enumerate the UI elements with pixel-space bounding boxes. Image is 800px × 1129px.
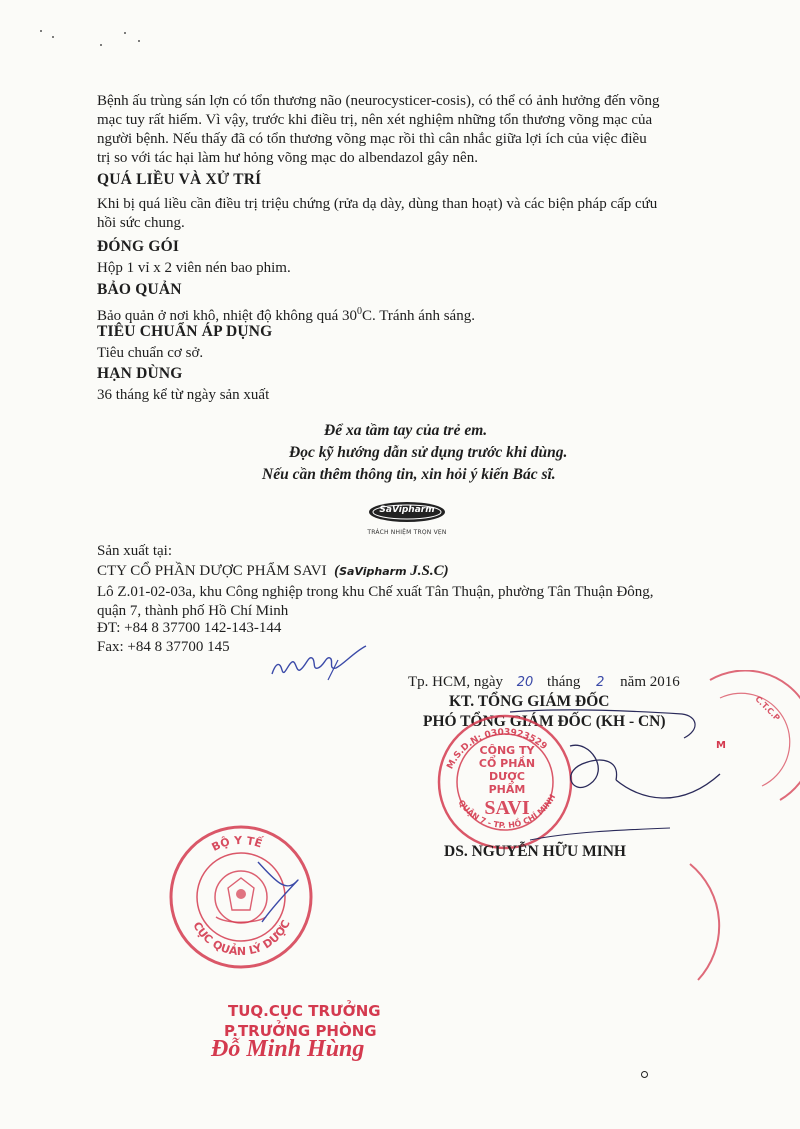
stamp-line: CÔNG TY: [479, 744, 535, 757]
paragraph-line: Bệnh ấu trùng sán lợn có tổn thương não (neurocysticer-cosis), có thể có ảnh hưởng đến võng: [97, 93, 660, 109]
storage-heading: BẢO QUẢN: [97, 281, 182, 298]
packaging-heading: ĐÓNG GÓI: [97, 238, 180, 255]
scan-speck: [52, 36, 54, 38]
signature-date: [408, 674, 680, 691]
partial-stamp-ring-text: C.T.C.P: [753, 694, 782, 723]
scan-speck: [138, 40, 140, 42]
partial-stamp-bottom-right: [670, 860, 730, 990]
paragraph-line: mạc tuy rất hiếm. Vì vậy, trước khi điều trị, nên xét nghiệm những tổn thương võng mạc của: [97, 112, 653, 128]
manufacturer-company: [97, 562, 715, 581]
storage-text-end: C. Tránh ánh sáng.: [362, 308, 475, 324]
stamp-line: CỔ PHẦN: [478, 757, 536, 770]
deputy-title-2: PHÓ TỔNG GIÁM ĐỐC (KH - CN): [423, 713, 666, 730]
deputy-title-1: KT. TỔNG GIÁM ĐỐC: [449, 693, 610, 710]
svg-text:BỘ Y TẾ: [210, 834, 265, 854]
ministry-stamp-ring-top: BỘ Y TẾ: [209, 833, 264, 854]
date-month: 2: [596, 675, 605, 690]
company-name: CTY CỔ PHẦN DƯỢC PHẨM SAVI: [97, 563, 327, 579]
official-title-2: P.TRƯỞNG PHÒNG: [224, 1022, 377, 1040]
stamp-line: DƯỢC PHẨM: [488, 770, 526, 796]
company-prefix: (: [334, 563, 340, 579]
standard-text: Tiêu chuẩn cơ sở.: [97, 345, 204, 361]
overdose-line: Khi bị quá liều cần điều trị triệu chứng (rửa dạ dày, dùng than hoạt) và các biện pháp cấp cứu: [97, 196, 658, 212]
manufacturer-fax: Fax: +84 8 37700 145: [97, 639, 230, 655]
date-prefix: Tp. HCM, ngày: [408, 674, 503, 690]
official-signature-name: Đỗ Minh Hùng: [211, 1036, 365, 1062]
scan-speck: [124, 32, 126, 34]
company-suffix: J.S.C): [406, 563, 449, 579]
scan-speck: [40, 30, 42, 32]
company-stamp-ring-bottom: QUẬN 7 - TP. HỒ CHÍ MINH: [456, 792, 558, 830]
initials-signature-scribble: [268, 640, 378, 686]
packaging-text: Hộp 1 vỉ x 2 viên nén bao phim.: [97, 260, 291, 276]
shelf-life-text: 36 tháng kể từ ngày sản xuất: [97, 387, 270, 403]
albendazole-retina-paragraph: [97, 92, 715, 168]
ministry-stamp: [166, 822, 316, 972]
month-label: tháng: [547, 674, 581, 690]
official-title-1: TUQ.CỤC TRƯỞNG: [228, 1002, 381, 1020]
signer-name: DS. NGUYỄN HỮU MINH: [444, 843, 626, 860]
year-label: năm 2016: [620, 674, 680, 690]
warning-ask-doctor: Nếu cần thêm thông tin, xin hỏi ý kiến Bác sĩ.: [262, 466, 556, 483]
company-brand: SaVipharm: [339, 565, 407, 578]
storage-text-start: Bảo quản ở nơi khô, nhiệt độ không quá 30: [97, 308, 358, 324]
address-line: quận 7, thành phố Hồ Chí Minh: [97, 603, 289, 619]
partial-stamp-letter: M: [716, 740, 726, 751]
standard-heading: TIÊU CHUẨN ÁP DỤNG: [97, 323, 273, 340]
small-circle-mark: [641, 1071, 648, 1078]
director-signature: [470, 700, 730, 850]
address-line: Lô Z.01-02-03a, khu Công nghiệp trong khu Chế xuất Tân Thuận, phường Tân Thuận Đông,: [97, 584, 654, 600]
logo-brand-text: SaVipharm: [379, 505, 435, 515]
savipharm-logo: [367, 500, 447, 524]
manufacturer-address: [97, 583, 715, 621]
manufacturer-label: Sản xuất tại:: [97, 543, 172, 559]
overdose-text: [97, 195, 715, 233]
paragraph-line: trị so với tác hại làm hư hỏng võng mạc do albendazol gây nên.: [97, 150, 478, 166]
ministry-stamp-ring-bottom: CỤC QUẢN LÝ DƯỢC: [190, 917, 293, 959]
logo-tagline: TRÁCH NHIỆM TRỌN VẸN: [367, 529, 447, 536]
manufacturer-phone: ĐT: +84 8 37700 142-143-144: [97, 620, 282, 636]
paragraph-line: người bệnh. Nếu thấy đã có tổn thương võng mạc rồi thì cân nhắc giữa lợi ích của việc điều: [97, 131, 647, 147]
degree-superscript: 0: [357, 306, 363, 317]
stamp-line-savi: SAVI: [484, 797, 530, 819]
date-day: 20: [516, 675, 534, 690]
overdose-heading: QUÁ LIỀU VÀ XỬ TRÍ: [97, 171, 262, 188]
warning-keep-away: Để xa tầm tay của trẻ em.: [324, 422, 488, 439]
warning-read-instructions: Đọc kỹ hướng dẫn sử dụng trước khi dùng.: [289, 444, 568, 461]
shelf-life-heading: HẠN DÙNG: [97, 365, 183, 382]
scan-speck: [100, 44, 102, 46]
company-stamp-ring-top: M.S.D.N: 0303923529: [445, 727, 549, 772]
overdose-line: hồi sức chung.: [97, 215, 185, 231]
